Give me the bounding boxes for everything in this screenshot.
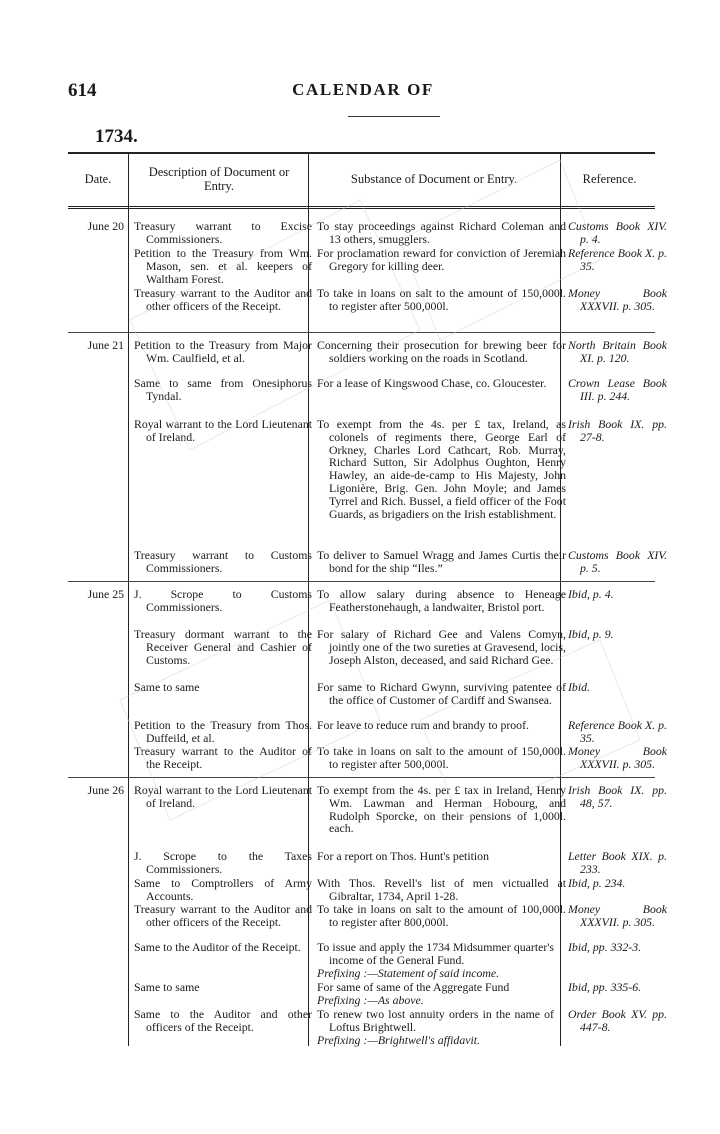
year-heading: 1734. (95, 126, 138, 147)
entry-substance: For a report on Thos. Hunt's petition (317, 849, 489, 863)
entry-description: Treasury warrant to Customs Commissioners. (134, 548, 312, 575)
entry-description: Royal warrant to the Lord Lieutenant of Ireland. (134, 783, 312, 810)
column-header-date: Date. (84, 172, 112, 186)
entry-reference: North Britain Book XI. p. 120. (568, 338, 667, 365)
entry-substance-block (317, 941, 554, 979)
entry-substance: To exempt from the 4s. per £ tax in Ireland, Henry Wm. Lawman and Herman Hobourg, and Rudolph Sporcke, on their pensions of 1,000l. each. (317, 783, 566, 836)
entry-reference: Ibid, p. 4. (568, 587, 614, 601)
entry-substance: To take in loans on salt to the amount of 100,000l. to register after 800,000l. (317, 902, 566, 929)
entry-description: Same to the Auditor of the Receipt. (134, 940, 301, 954)
column-header-reference: Reference. (582, 172, 637, 186)
page-header (68, 80, 658, 104)
entry-reference: Ibid, p. 234. (568, 876, 626, 890)
entry-description: Same to same from Onesiphorus Tyndal. (134, 376, 312, 403)
entry-date: June 26 (87, 783, 124, 797)
column-header-description: Description of Document or Entry. (148, 165, 290, 193)
entry-reference: Ibid, pp. 332-3. (568, 940, 642, 954)
entry-reference: Irish Book IX. pp. 48, 57. (568, 783, 667, 810)
entry-description: Royal warrant to the Lord Lieutenant of Ireland. (134, 417, 312, 444)
entry-reference: Money Book XXXVII. p. 305. (568, 286, 667, 313)
entry-substance: For a lease of Kingswood Chase, co. Gloucester. (317, 376, 547, 390)
group-divider (68, 581, 655, 582)
entry-prefix: Prefixing :—As above. (317, 992, 424, 1007)
entry-substance: To stay proceedings against Richard Coleman and 13 others, smugglers. (317, 219, 566, 246)
entry-date: June 20 (87, 219, 124, 233)
entry-reference: Ibid, pp. 335-6. (568, 980, 642, 994)
entry-substance: For salary of Richard Gee and Valens Comyn, jointly one of the two sureties at Gravesend, locis, Joseph Alston, deceased, and said Richard Gee. (317, 627, 566, 667)
entry-date: June 21 (87, 338, 124, 352)
entry-description: Same to the Auditor and other officers of the Receipt. (134, 1007, 312, 1034)
entry-reference: Reference Book X. p. 35. (568, 718, 667, 745)
entry-reference: Money Book XXXVII. p. 305. (568, 902, 667, 929)
entry-substance: To allow salary during absence to Heneage Featherstonehaugh, a landwaiter, Bristol port. (317, 587, 566, 614)
entry-description: J. Scrope to Customs Commissioners. (134, 587, 312, 614)
running-title: CALENDAR OF (292, 80, 434, 99)
entry-prefix: Prefixing :—Brightwell's affidavit. (317, 1032, 480, 1047)
entry-description: Petition to the Treasury from Major Wm. Caulfield, et al. (134, 338, 312, 365)
entry-reference: Ibid. (568, 680, 590, 694)
header-bottom-rule-double (68, 208, 655, 209)
entry-substance: To issue and apply the 1734 Midsummer quarter's income of the General Fund. (317, 940, 554, 967)
entry-substance: With Thos. Revell's list of men victualled at Gibraltar, 1734, April 1-28. (317, 876, 566, 903)
entry-substance: To take in loans on salt to the amount of 150,000l. to register after 500,000l. (317, 744, 566, 771)
entry-description: Treasury warrant to the Auditor and other officers of the Receipt. (134, 286, 312, 313)
entry-description: Treasury dormant warrant to the Receiver General and Cashier of Customs. (134, 627, 312, 667)
entry-substance: To take in loans on salt to the amount of 150,000l. to register after 500,000l. (317, 286, 566, 313)
entry-reference: Order Book XV. pp. 447-8. (568, 1007, 667, 1034)
entry-substance: To deliver to Samuel Wragg and James Curtis their bond for the ship “Iles.” (317, 548, 566, 575)
entry-description: Treasury warrant to Excise Commissioners. (134, 219, 312, 246)
entry-description: Treasury warrant to the Auditor and other officers of the Receipt. (134, 902, 312, 929)
entry-substance-block (317, 981, 554, 1007)
page-number: 614 (68, 80, 97, 101)
entry-description: Same to same (134, 680, 200, 694)
entry-substance: For proclamation reward for conviction of Jeremiah Gregory for killing deer. (317, 246, 566, 273)
entry-reference: Customs Book XIV. p. 5. (568, 548, 667, 575)
entry-date: June 25 (87, 587, 124, 601)
entry-substance: For same to Richard Gwynn, surviving patentee of the office of Customer of Cardiff and Swansea. (317, 680, 566, 707)
entry-description: Petition to the Treasury from Wm. Mason, sen. et al. keepers of Waltham Forest. (134, 246, 312, 286)
entry-reference: Customs Book XIV. p. 4. (568, 219, 667, 246)
entry-reference: Letter Book XIX. p. 233. (568, 849, 667, 876)
entry-substance: For same of same of the Aggregate Fund (317, 980, 510, 994)
entry-substance: To renew two lost annuity orders in the name of Loftus Brightwell. (317, 1007, 554, 1034)
entry-prefix: Prefixing :—Statement of said income. (317, 965, 500, 980)
entry-description: Same to Comptrollers of Army Accounts. (134, 876, 312, 903)
entry-reference: Crown Lease Book III. p. 244. (568, 376, 667, 403)
entry-reference: Reference Book X. p. 35. (568, 246, 667, 273)
entry-reference: Ibid, p. 9. (568, 627, 614, 641)
calendar-table (68, 152, 667, 1047)
column-header-substance: Substance of Document or Entry. (350, 172, 518, 186)
entry-description: J. Scrope to the Taxes Commissioners. (134, 849, 312, 876)
entry-description: Treasury warrant to the Auditor of the Receipt. (134, 744, 312, 771)
entry-substance: For leave to reduce rum and brandy to proof. (317, 718, 529, 732)
entry-substance: Concerning their prosecution for brewing beer for soldiers working on the roads in Scotland. (317, 338, 566, 365)
group-divider (68, 332, 655, 333)
entry-reference: Irish Book IX. pp. 27-8. (568, 417, 667, 444)
entry-description: Same to same (134, 980, 200, 994)
entry-substance: To exempt from the 4s. per £ tax, Ireland, as colonels of regiments there, George Earl of Orkney, Charles Lord Cathcart, Rob. Murray, Richard Sutton, Sir Adolphus Oughton, Henry Hawley, an aide-de-camp to His Majesty, John Ligonière, Brig. Gen. John Moyle; and James Tyrrel and Rich. Bussel, a field officer of the Foot Guards, as brigadiers on the Irish establishment. (317, 417, 566, 521)
entry-reference: Money Book XXXVII. p. 305. (568, 744, 667, 771)
column-divider-1 (128, 152, 129, 1046)
entry-substance-block (317, 1008, 554, 1046)
header-bottom-rule (68, 206, 655, 207)
group-divider (68, 777, 655, 778)
title-rule (348, 116, 440, 117)
entry-description: Petition to the Treasury from Thos. Duffeild, et al. (134, 718, 312, 745)
